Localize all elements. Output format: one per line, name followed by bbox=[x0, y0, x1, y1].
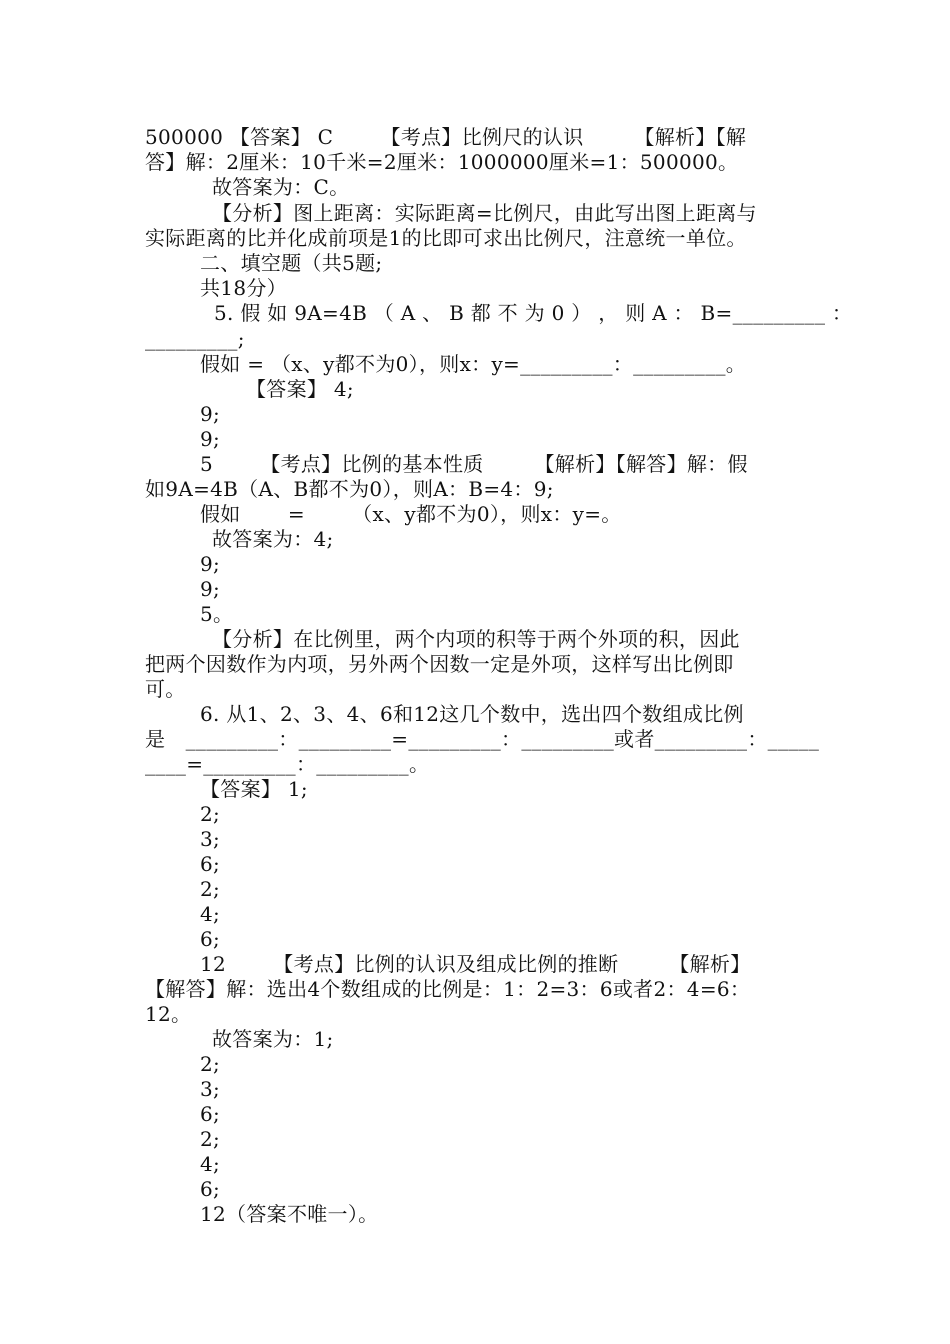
text-line: 答】解：2厘米：10千米=2厘米：1000000厘米=1：500000。 bbox=[145, 150, 739, 174]
text-line: 3; bbox=[200, 1077, 221, 1101]
text-line: 2; bbox=[200, 877, 221, 901]
text-line: 9; bbox=[200, 552, 221, 576]
text-line: 【分析】图上距离：实际距离=比例尺，由此写出图上距离与 bbox=[212, 201, 757, 225]
text-line: 12 【考点】比例的认识及组成比例的推断 【解析】 bbox=[200, 952, 751, 976]
text-line: 5。 bbox=[200, 602, 234, 626]
question-5: 5. 假 如 9A=4B （ A 、 B 都 不 为 0 ） ， 则 A ： B=_________ ： bbox=[214, 301, 853, 325]
text-line: 12。 bbox=[145, 1002, 192, 1026]
text-line: 3; bbox=[200, 827, 221, 851]
text-line: 6; bbox=[200, 1177, 221, 1201]
answer-label: 【答案】 1; bbox=[200, 777, 308, 801]
text-line: 可。 bbox=[145, 677, 186, 701]
text-line: 如9A=4B（A、B都不为0），则A：B=4：9; bbox=[145, 477, 554, 501]
text-line: 9; bbox=[200, 402, 221, 426]
text-line: 500000 【答案】 C 【考点】比例尺的认识 【解析】【解 bbox=[145, 125, 747, 149]
text-line: 4; bbox=[200, 902, 221, 926]
text-line: _________; bbox=[145, 327, 245, 351]
text-line: 把两个因数作为内项，另外两个因数一定是外项，这样写出比例即 bbox=[145, 652, 734, 676]
text-line: 5 【考点】比例的基本性质 【解析】【解答】解：假 bbox=[200, 452, 748, 476]
text-line: 【解答】解：选出4个数组成的比例是：1：2=3：6或者2：4=6： bbox=[145, 977, 751, 1001]
text-line: 2; bbox=[200, 802, 221, 826]
text-line: 实际距离的比并化成前项是1的比即可求出比例尺，注意统一单位。 bbox=[145, 226, 747, 250]
text-line: 2; bbox=[200, 1052, 221, 1076]
text-line: 故答案为：4; bbox=[212, 527, 334, 551]
text-line: 6; bbox=[200, 1102, 221, 1126]
text-line: 9; bbox=[200, 577, 221, 601]
text-line: 【分析】在比例里，两个内项的积等于两个外项的积，因此 bbox=[212, 627, 740, 651]
text-line: 6; bbox=[200, 927, 221, 951]
text-line: 6; bbox=[200, 852, 221, 876]
question-6: 6. 从1、2、3、4、6和12这几个数中，选出四个数组成比例 bbox=[200, 702, 744, 726]
text-line: 是 _________：_________=_________：_________或者_________：_____ bbox=[145, 727, 820, 751]
text-line: ____=_________：_________。 bbox=[145, 752, 430, 776]
section-heading: 共18分） bbox=[200, 276, 287, 300]
text-line: 假如 = （x、y都不为0），则x：y=。 bbox=[200, 502, 622, 526]
text-line: 9; bbox=[200, 427, 221, 451]
text-line: 2; bbox=[200, 1127, 221, 1151]
text-line: 4; bbox=[200, 1152, 221, 1176]
text-line: 假如 = （x、y都不为0），则x：y=_________：_________。 bbox=[200, 352, 747, 376]
section-heading: 二、填空题（共5题; bbox=[200, 251, 383, 275]
text-line: 故答案为：C。 bbox=[212, 175, 350, 199]
text-line: 12（答案不唯一）。 bbox=[200, 1202, 379, 1226]
text-line: 故答案为：1; bbox=[212, 1027, 334, 1051]
answer-label: 【答案】 4; bbox=[246, 377, 354, 401]
